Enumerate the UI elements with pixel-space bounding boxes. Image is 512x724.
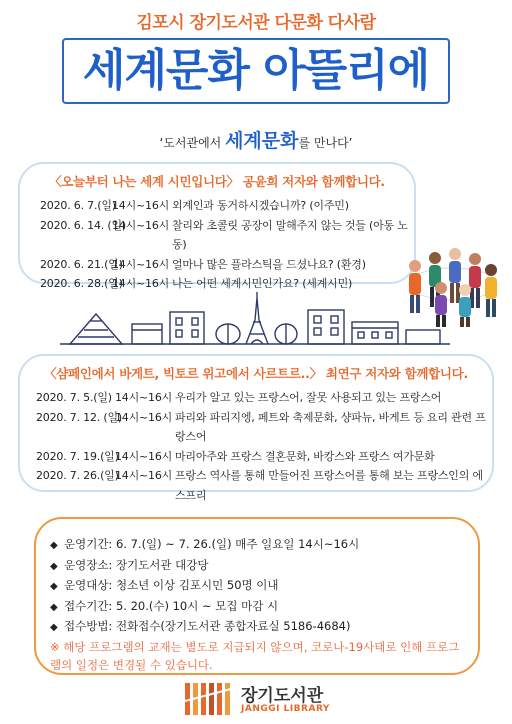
info-item-text: 접수기간: 5. 20.(수) 10시 ~ 모집 마감 시 xyxy=(64,598,279,613)
schedule-row xyxy=(20,196,414,216)
row-date: 2020. 7. 26.(일) xyxy=(36,469,119,482)
schedule-row xyxy=(20,216,414,255)
info-item xyxy=(50,556,478,577)
row-time: 14시~16시 xyxy=(115,449,173,463)
paris-skyline-illustration xyxy=(60,290,450,346)
info-item-text: 접수방법: 전화접수(장기도서관 종합자료실 5186-4684) xyxy=(64,619,351,633)
schedule-row xyxy=(20,255,414,275)
info-box xyxy=(34,517,480,675)
info-note: ※ 해당 프로그램의 교재는 별도로 지급되지 않으며, 코로나-19사태로 인해 프로그램의 일정은 변경될 수 있습니다. xyxy=(50,639,460,672)
schedule-row xyxy=(20,388,492,408)
top-title: 김포시 장기도서관 다문화 다사람 xyxy=(136,13,376,33)
bullet-diamond-icon: ◆ xyxy=(50,540,58,551)
subtitle-post: 를 만나다’ xyxy=(298,136,353,150)
subtitle-highlight: 세계문화 xyxy=(225,130,299,152)
row-date: 2020. 7. 5.(일) xyxy=(36,391,112,404)
session2-box xyxy=(18,354,494,502)
row-date: 2020. 6. 28.(일) xyxy=(40,277,123,290)
row-date: 2020. 6. 14. (일) xyxy=(40,218,126,232)
row-time: 14시~16시 xyxy=(115,410,173,424)
bullet-diamond-icon: ◆ xyxy=(50,581,58,592)
schedule-row xyxy=(20,466,492,505)
row-date: 2020. 6. 7.(일) xyxy=(40,199,116,212)
row-time: 14시~16시 xyxy=(112,199,170,212)
library-name-en: JANGGI LIBRARY xyxy=(241,704,330,714)
row-desc: 프랑스 역사를 통해 만들어진 프랑스어를 통해 보는 프랑스인의 에스프리 xyxy=(175,469,483,502)
session1-box xyxy=(18,162,416,290)
row-date: 2020. 7. 19.(일) xyxy=(36,449,119,463)
schedule-row xyxy=(20,447,492,467)
info-item xyxy=(50,617,478,638)
info-item-text: 운영기간: 6. 7.(일) ~ 7. 26.(일) 매주 일요일 14시~16시 xyxy=(64,537,360,551)
session2-heading: 〈샴페인에서 바게트, 빅토르 위고에서 사르트르..〉 최연구 저자와 함께합니다. xyxy=(44,366,468,381)
row-time: 14시~16시 xyxy=(112,257,170,271)
row-time: 14시~16시 xyxy=(115,469,173,482)
info-item-text: 운영대상: 청소년 이상 김포시민 50명 이내 xyxy=(64,578,279,592)
info-item xyxy=(50,535,478,556)
row-desc: 마리아주와 프랑스 결혼문화, 바캉스와 프랑스 여가문화 xyxy=(175,449,435,463)
info-item xyxy=(50,576,478,597)
bullet-diamond-icon: ◆ xyxy=(50,601,58,613)
main-title: 세계문화 아뜰리에 xyxy=(62,38,450,104)
info-item xyxy=(50,597,478,618)
library-name: 장기도서관 xyxy=(241,686,324,706)
row-date: 2020. 6. 21.(일) xyxy=(40,257,123,271)
bullet-diamond-icon: ◆ xyxy=(50,560,58,572)
session1-heading: 〈오늘부터 나는 세계 시민입니다〉 공윤희 저자와 함께합니다. xyxy=(49,174,385,189)
row-desc: 찰리와 초콜릿 공장이 말해주지 않는 것들 (아동 노동) xyxy=(172,218,408,251)
library-logo xyxy=(183,681,333,719)
bullet-diamond-icon: ◆ xyxy=(50,622,58,633)
row-desc: 파리와 파리지엥, 페트와 축제문화, 샹파뉴, 바게트 등 요리 관련 프랑스어 xyxy=(175,410,486,443)
info-item-text: 운영장소: 장기도서관 대강당 xyxy=(64,557,209,572)
row-desc: 얼마나 많은 플라스틱을 드셨나요? (환경) xyxy=(172,257,366,271)
row-time: 14시~16시 xyxy=(112,277,170,290)
row-time: 14시~16시 xyxy=(112,218,170,232)
subtitle xyxy=(0,126,512,153)
row-time: 14시~16시 xyxy=(115,391,173,404)
row-desc: 외계인과 동거하시겠습니까? (이주민) xyxy=(172,199,349,212)
row-date: 2020. 7. 12. (일) xyxy=(36,410,122,424)
row-desc: 우리가 알고 있는 프랑스어, 잘못 사용되고 있는 프랑스어 xyxy=(175,391,442,404)
subtitle-pre: ‘도서관에서 xyxy=(159,136,226,150)
library-logo-icon xyxy=(183,681,235,717)
row-desc: 나는 어떤 세계시민인가요? (세계시민) xyxy=(172,277,353,290)
schedule-row xyxy=(20,408,492,447)
